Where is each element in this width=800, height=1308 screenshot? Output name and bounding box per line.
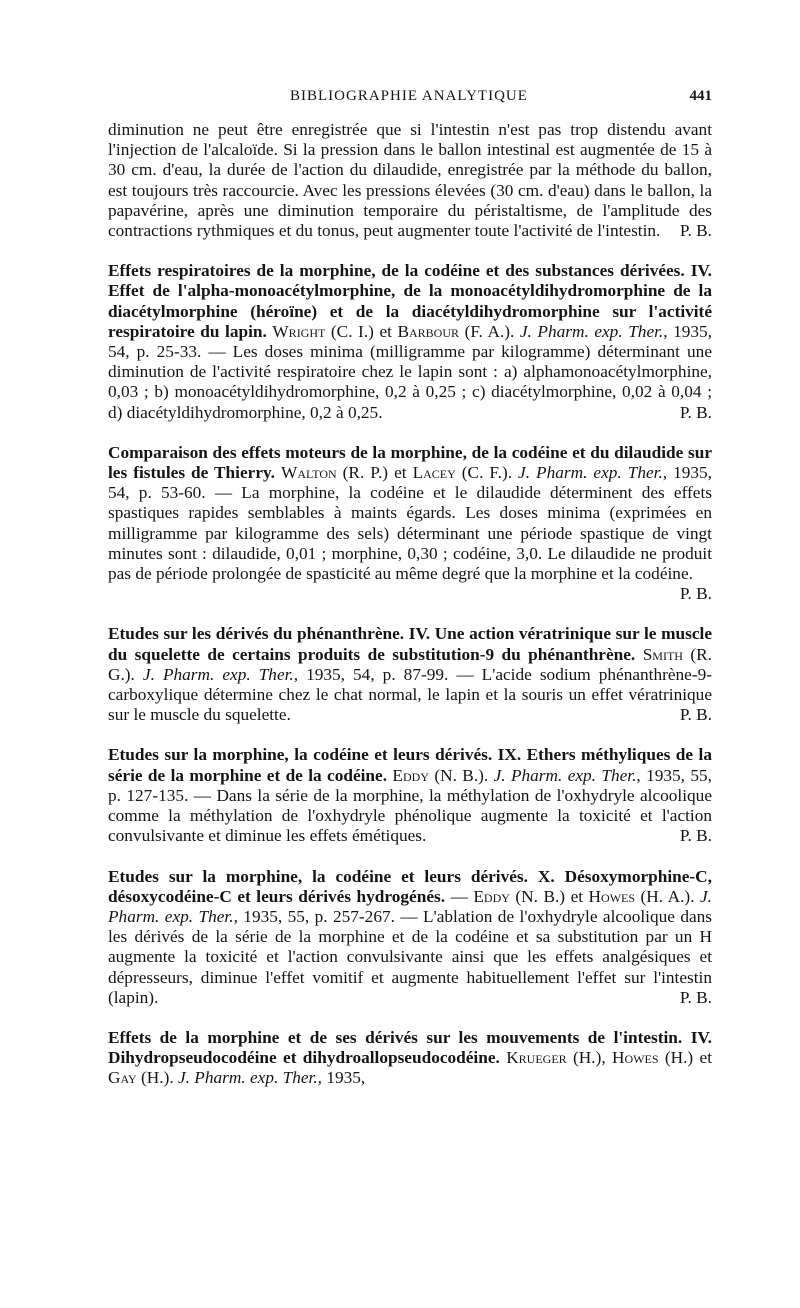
- entry-author-initials: (F. A.).: [459, 321, 520, 341]
- abstract-entry: [108, 443, 712, 584]
- entry-title: Comparaison des effets moteurs de la morphine, de la codéine et du dilaudide sur les fistules de Thierry.: [108, 442, 712, 483]
- entry-author-initials: (N. B.).: [428, 765, 494, 785]
- entry-signature: P. B.: [679, 987, 712, 1007]
- entry-journal: J. Pharm. exp. Ther.: [493, 765, 637, 785]
- entry-author-initials: (H.),: [566, 1048, 613, 1068]
- entry-signature: P. B.: [679, 826, 712, 846]
- entry-author: Smith: [642, 644, 683, 664]
- entry-author-initials: (R. P.) et: [336, 463, 413, 483]
- entry-title: Etudes sur la morphine, la codéine et leurs dérivés. IX. Ethers méthyliques de la série de la morphine et de la codéine.: [108, 745, 712, 785]
- entry-citation: , 1935, 54, p. 87-99. —: [293, 664, 482, 684]
- entry-signature: P. B.: [679, 705, 712, 725]
- intro-text: diminution ne peut être enregistrée que si l'intestin n'est pas trop distendu avant l'injection de l'alcaloïde. Si la pression dans le ballon intestinal est augmentée de 15 à 30 cm. d'eau, la durée de l'action du dilaudide, enregistrée par la méthode du ballon, est toujours très raccourcie. Avec les pressions élevées (30 cm. d'eau) dans le ballon, la papavérine, après une diminution temporaire du péristaltisme, de l'amplitude des contractions rythmiques et du tonus, peut augmenter toute l'activité de l'intestin.: [108, 120, 712, 241]
- entry-author: Eddy: [392, 765, 429, 785]
- entry-abstract: Les doses minima (milligramme par kilogramme) déterminant une diminution de l'activité respiratoire chez le lapin sont : a) alphamonoacétylmorphine, 0,03 ; b) monoacétyldihydromorphine, 0,2 à 0,25 ; c) diacétylmorphine, 0,02 à 0,04 ; d) diacétyldihydromorphine, 0,2 à 0,25.: [108, 342, 712, 422]
- entry-title: Effets respiratoires de la morphine, de la codéine et des substances dérivées. IV. Effet de l'alpha-monoacétylmorphine, de la monoacétyldihydromorphine de la diacétylmorphine (héroïne) et de la diacétyldihydromorphine sur l'activité respiratoire du lapin.: [108, 261, 712, 341]
- entry-author: Barbour: [397, 321, 460, 341]
- abstract-entry: [108, 867, 712, 1008]
- entry-title: Etudes sur les dérivés du phénanthrène. IV. Une action vératrinique sur le muscle du squelette de certains produits de substitution-9 du phénanthrène.: [108, 624, 712, 664]
- entry-author: Howes: [588, 886, 636, 906]
- entry-journal: J. Pharm. exp. Ther.: [519, 321, 664, 341]
- entry-citation: , 1935,: [317, 1068, 366, 1088]
- entry-author-initials: (N. B.) et: [509, 886, 589, 906]
- entry-journal: J. Pharm. exp. Ther.: [142, 664, 294, 684]
- entry-author-initials: (C. F.).: [455, 463, 519, 483]
- entry-journal: J. Pharm. exp. Ther.: [178, 1068, 318, 1088]
- page-header: [108, 88, 712, 112]
- abstract-entry: [108, 745, 712, 846]
- entry-abstract: L'acide sodium phénanthrène-9-carboxylique détermine chez le chat normal, le lapin et la souris un effet vératrinique sur le muscle du squelette.: [108, 664, 712, 725]
- intro-paragraph: [108, 120, 712, 241]
- entry-citation: , 1935, 55, p. 257-267. —: [233, 906, 424, 926]
- entry-author: — Eddy: [450, 886, 510, 906]
- entry-signature: P. B.: [679, 584, 712, 604]
- entry-journal: J. Pharm. exp. Ther.: [518, 463, 663, 483]
- intro-signature: P. B.: [679, 221, 712, 241]
- entry-author: Wright: [272, 321, 326, 341]
- entry-author: Lacey: [412, 463, 456, 483]
- entry-author-initials: (H. A.).: [635, 886, 701, 906]
- running-title: BIBLIOGRAPHIE ANALYTIQUE: [290, 88, 528, 104]
- entry-abstract: La morphine, la codéine et le dilaudide déterminent des effets spastiques rapides semblables à maints égards. Les doses minima (exprimées en milligramme par kilogramme des sels) déterminant une période spastique de vingt minutes sont : dilaudide, 0,01 ; morphine, 0,30 ; codéine, 3,0. Le dilaudide ne produit pas de période prolongée de spasticité au même degré que la morphine et la codéine.: [108, 483, 712, 584]
- abstract-entry: [108, 1028, 712, 1089]
- entry-signature: P. B.: [679, 402, 712, 422]
- entry-journal: J. Pharm. exp. Ther.: [108, 886, 713, 926]
- entry-author: Krueger: [506, 1048, 567, 1068]
- entry-author: Howes: [612, 1048, 659, 1068]
- entry-citation: , 1935, 54, p. 25-33. —: [108, 321, 713, 362]
- entry-citation: , 1935, 54, p. 53-60. —: [108, 463, 712, 503]
- abstract-entry: [108, 624, 712, 725]
- page-number: 441: [689, 88, 712, 104]
- entry-author-initials: (H.).: [136, 1068, 178, 1088]
- abstract-entry: [108, 261, 712, 423]
- entry-author-initials: (R. G.).: [108, 644, 713, 684]
- entry-author-initials: (C. I.) et: [325, 321, 398, 341]
- entry-author: Walton: [281, 463, 337, 483]
- entry-author: Gay: [108, 1068, 137, 1088]
- entry-abstract: Dans la série de la morphine, la méthylation de l'oxhydryle alcoolique comme la méthylation de l'oxhydryle phénolique augmente la toxicité et l'action convulsivante et diminue les effets émétiques.: [108, 785, 712, 846]
- entry-abstract: L'ablation de l'oxhydryle alcoolique dans les dérivés de la série de la morphine et de la codéine et sa substitution par un H augmente la toxicité et l'action convulsivante ainsi que les effets analgésiques et dépresseurs, diminue l'effet vomitif et augmente habituellement l'effet sur l'intestin (lapin).: [108, 906, 713, 1007]
- entry-citation: , 1935, 55, p. 127-135. —: [108, 765, 712, 805]
- entry-title: Etudes sur la morphine, la codéine et leurs dérivés. X. Désoxymorphine-C, désoxycodéine-C et leurs dérivés hydrogénés.: [108, 866, 712, 906]
- entry-signature-line: [108, 584, 712, 604]
- entry-title: Effets de la morphine et de ses dérivés sur les mouvements de l'intestin. IV. Dihydropseudocodéine et dihydroallopseudocodéine.: [108, 1027, 712, 1068]
- entry-author-initials: (H.) et: [658, 1048, 712, 1068]
- page-body: [108, 120, 712, 1089]
